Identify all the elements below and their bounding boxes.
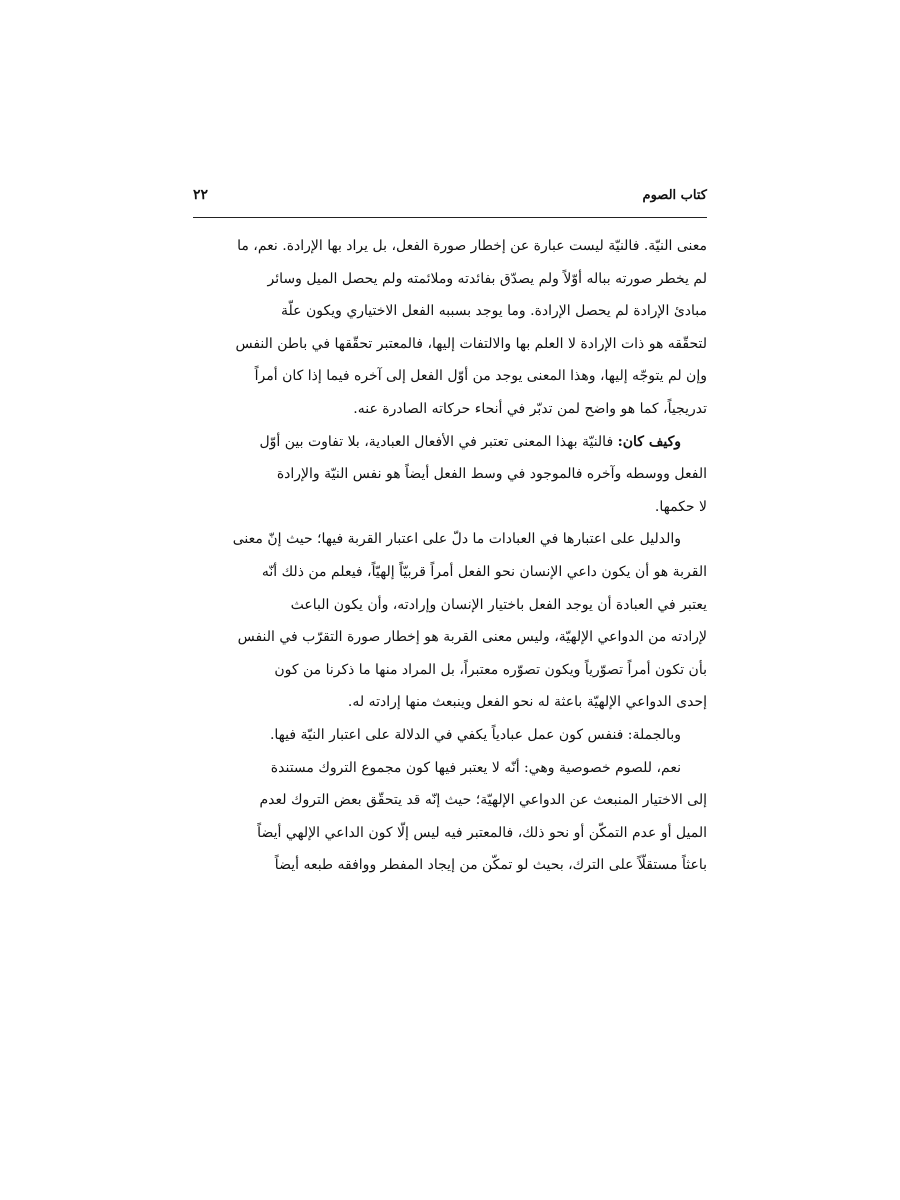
text-line: الميل أو عدم التمكّن أو نحو ذلك، فالمعتبر فيه ليس إلّا كون الداعي الإلهي أيضاً xyxy=(257,824,707,841)
text-line: تدريجياً، كما هو واضح لمن تدبّر في أنحاء حركاته الصادرة عنه. xyxy=(353,400,707,417)
paragraph-start-line xyxy=(193,426,707,459)
text-line: باعثاً مستقلّاً على الترك، بحيث لو تمكّن من إيجاد المفطر ووافقه طبعه أيضاً xyxy=(274,857,707,874)
text-line: مبادئ الإرادة لم يحصل الإرادة. وما يوجد بسببه الفعل الاختياري ويكون علّة xyxy=(281,303,707,320)
text-line: إحدى الدواعي الإلهيّة باعثة له نحو الفعل وينبعث منها إرادته له. xyxy=(347,694,707,711)
page-number: ٢٢ xyxy=(193,187,209,203)
text-line: إلى الاختيار المنبعث عن الدواعي الإلهيّة؛ حيث إنّه قد يتحقّق بعض التروك لعدم xyxy=(259,792,707,809)
text-line: يعتبر في العبادة أن يوجد الفعل باختيار الإنسان وإرادته، وأن يكون الباعث xyxy=(290,596,707,613)
paragraph-start-line: نعم، للصوم خصوصية وهي: أنّه لا يعتبر فيها كون مجموع التروك مستندة xyxy=(270,759,681,776)
text-line: الفعل ووسطه وآخره فالموجود في وسط الفعل أيضاً هو نفس النيّة والإرادة xyxy=(276,466,707,483)
text-line: لا حكمها. xyxy=(654,498,707,515)
running-header xyxy=(193,186,707,214)
text-line: القربة هو أن يكون داعي الإنسان نحو الفعل أمراً قربيّاً إلهيّاً، فيعلم من ذلك أنّه xyxy=(261,563,707,580)
main-text xyxy=(193,230,707,882)
text-line: لم يخطر صورته بباله أوّلاً ولم يصدّق بفائدته وملائمته ولم يحصل الميل وسائر xyxy=(267,270,707,287)
text-line: بأن تكون أمراً تصوّرياً ويكون تصوّره معتبراً، بل المراد منها ما ذكرنا من كون xyxy=(274,661,707,678)
text-line: لإرادته من الدواعي الإلهيّة، وليس معنى القربة هو إخطار صورة التقرّب في النفس xyxy=(237,629,707,646)
text-line: معنى النيّة. فالنيّة ليست عبارة عن إخطار صورة الفعل، بل يراد بها الإرادة. نعم، ما xyxy=(237,238,707,254)
header-divider xyxy=(193,217,707,218)
text-line-rest: فالنيّة بهذا المعنى تعتبر في الأفعال العبادية، بلا تفاوت بين أوّل xyxy=(259,433,614,450)
text-line: وإن لم يتوجّه إليها، وهذا المعنى يوجد من أوّل الفعل إلى آخره فيما إذا كان أمراً xyxy=(254,368,707,385)
lead-in-phrase: وكيف كان: xyxy=(617,433,681,450)
running-header-title: كتاب الصوم xyxy=(642,188,707,203)
paragraph-start-line: والدليل على اعتبارها في العبادات ما دلّ على اعتبار القربة فيها؛ حيث إنّ معنى xyxy=(232,531,681,548)
paragraph-start-line: وبالجملة: فنفس كون عمل عبادياً يكفي في الدلالة على اعتبار النيّة فيها. xyxy=(269,726,681,743)
text-line: لتحقّقه هو ذات الإرادة لا العلم بها والالتفات إليها، فالمعتبر تحقّقها في باطن النفس xyxy=(235,335,707,352)
